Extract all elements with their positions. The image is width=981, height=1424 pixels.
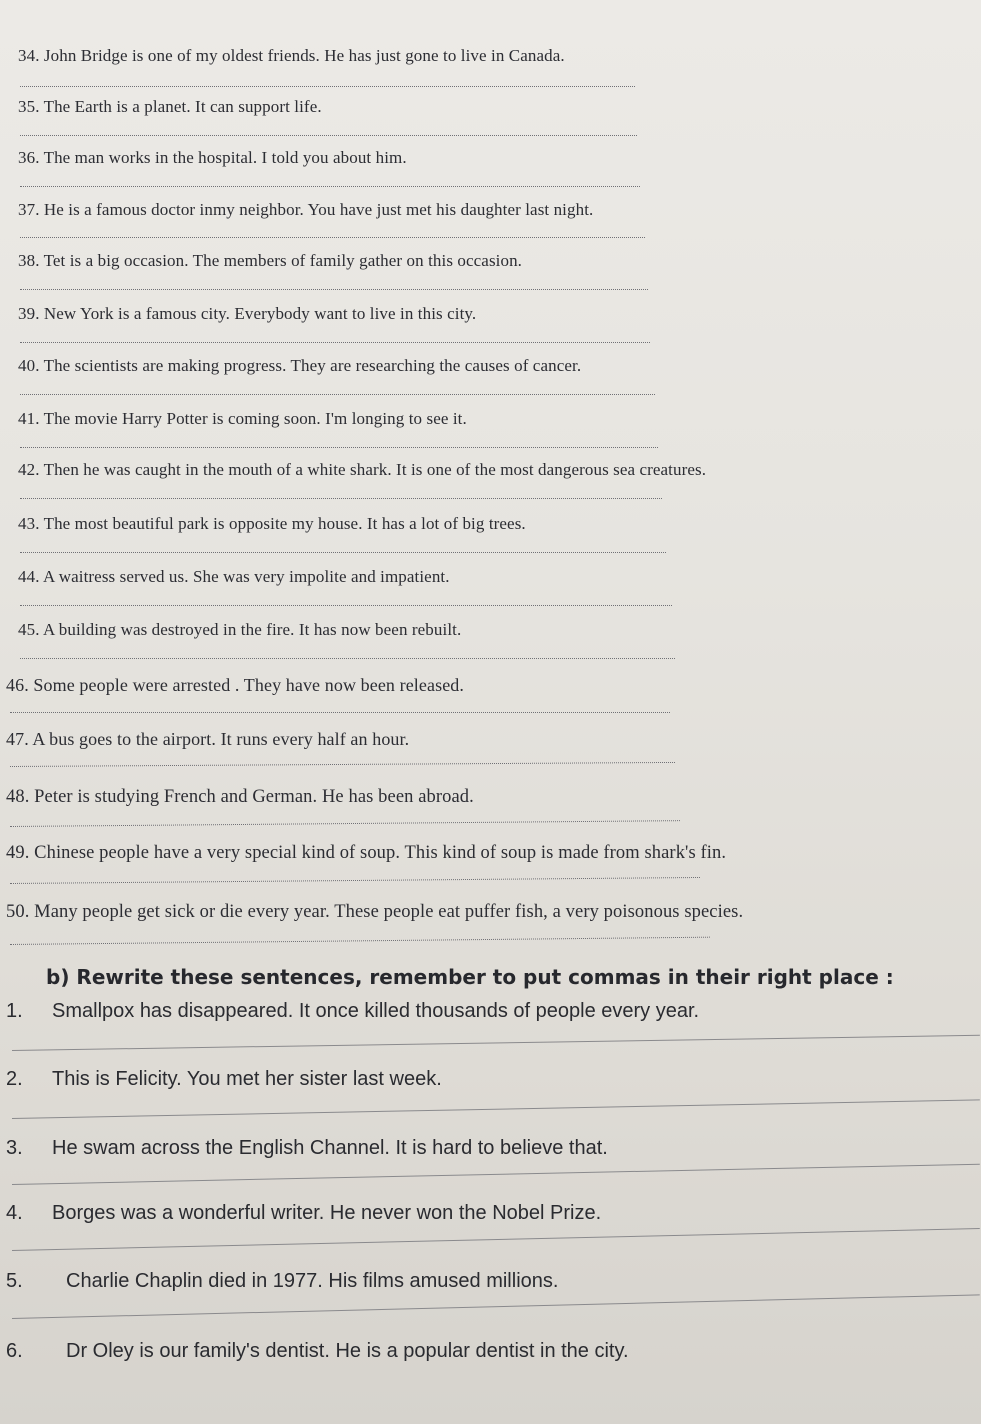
rewrite-number: 3. bbox=[6, 1137, 23, 1159]
question-40: 40. The scientists are making progress. They are researching the causes of cancer. bbox=[18, 356, 582, 375]
rewrite-item-3 bbox=[6, 1137, 608, 1160]
question-48: 48. Peter is studying French and German. He has been abroad. bbox=[6, 787, 474, 807]
rewrite-item-4 bbox=[6, 1202, 601, 1225]
rewrite-text: He swam across the English Channel. It is hard to believe that. bbox=[52, 1137, 608, 1159]
question-34: 34. John Bridge is one of my oldest friends. He has just gone to live in Canada. bbox=[18, 46, 565, 65]
rewrite-number: 2. bbox=[6, 1068, 23, 1090]
answer-line-40 bbox=[20, 394, 655, 395]
answer-line-4 bbox=[12, 1228, 980, 1251]
question-36: 36. The man works in the hospital. I told you about him. bbox=[18, 148, 407, 167]
answer-line-49 bbox=[10, 877, 700, 884]
answer-line-48 bbox=[10, 820, 680, 827]
rewrite-text: Borges was a wonderful writer. He never won the Nobel Prize. bbox=[52, 1202, 602, 1224]
answer-line-42 bbox=[20, 498, 662, 499]
question-41: 41. The movie Harry Potter is coming soon. I'm longing to see it. bbox=[18, 409, 467, 428]
rewrite-item-5 bbox=[6, 1270, 558, 1293]
answer-line-34 bbox=[20, 86, 635, 87]
rewrite-number: 4. bbox=[6, 1202, 23, 1224]
answer-line-38 bbox=[20, 289, 648, 290]
rewrite-text: This is Felicity. You met her sister last week. bbox=[52, 1068, 442, 1090]
question-46: 46. Some people were arrested . They have now been released. bbox=[6, 675, 464, 695]
question-42: 42. Then he was caught in the mouth of a white shark. It is one of the most dangerous sea creatures. bbox=[18, 460, 707, 479]
rewrite-number: 1. bbox=[6, 1000, 23, 1022]
answer-line-36 bbox=[20, 186, 640, 187]
rewrite-item-2 bbox=[6, 1068, 442, 1091]
answer-line-44 bbox=[20, 605, 672, 606]
question-49: 49. Chinese people have a very special kind of soup. This kind of soup is made from shark's fin. bbox=[6, 843, 727, 863]
answer-line-46 bbox=[10, 712, 670, 713]
rewrite-text: Dr Oley is our family's dentist. He is a popular dentist in the city. bbox=[66, 1340, 629, 1362]
rewrite-number: 6. bbox=[6, 1340, 23, 1362]
section-b-title: b) Rewrite these sentences, remember to put commas in their right place : bbox=[46, 965, 894, 989]
question-39: 39. New York is a famous city. Everybody want to live in this city. bbox=[18, 304, 477, 323]
answer-line-2 bbox=[12, 1099, 980, 1119]
answer-line-50 bbox=[10, 937, 710, 945]
answer-line-1 bbox=[12, 1035, 980, 1051]
answer-line-5 bbox=[12, 1294, 980, 1319]
question-50: 50. Many people get sick or die every year. These people eat puffer fish, a very poisonous species. bbox=[6, 902, 744, 922]
question-37: 37. He is a famous doctor inmy neighbor. You have just met his daughter last night. bbox=[18, 200, 594, 219]
answer-line-3 bbox=[12, 1164, 980, 1185]
answer-line-45 bbox=[20, 658, 675, 659]
answer-line-35 bbox=[20, 135, 637, 136]
question-44: 44. A waitress served us. She was very impolite and impatient. bbox=[18, 567, 450, 586]
answer-line-41 bbox=[20, 447, 658, 448]
answer-line-43 bbox=[20, 552, 666, 553]
answer-line-37 bbox=[20, 237, 645, 238]
rewrite-text: Smallpox has disappeared. It once killed thousands of people every year. bbox=[52, 1000, 700, 1022]
answer-line-47 bbox=[10, 762, 675, 767]
answer-line-39 bbox=[20, 342, 650, 343]
question-43: 43. The most beautiful park is opposite my house. It has a lot of big trees. bbox=[18, 514, 526, 533]
question-35: 35. The Earth is a planet. It can support life. bbox=[18, 97, 322, 116]
question-47: 47. A bus goes to the airport. It runs every half an hour. bbox=[6, 729, 410, 749]
rewrite-item-6 bbox=[6, 1340, 629, 1363]
rewrite-number: 5. bbox=[6, 1270, 23, 1292]
question-45: 45. A building was destroyed in the fire. It has now been rebuilt. bbox=[18, 620, 462, 639]
question-38: 38. Tet is a big occasion. The members of family gather on this occasion. bbox=[18, 251, 523, 270]
rewrite-text: Charlie Chaplin died in 1977. His films amused millions. bbox=[66, 1270, 559, 1292]
rewrite-item-1 bbox=[6, 1000, 699, 1023]
